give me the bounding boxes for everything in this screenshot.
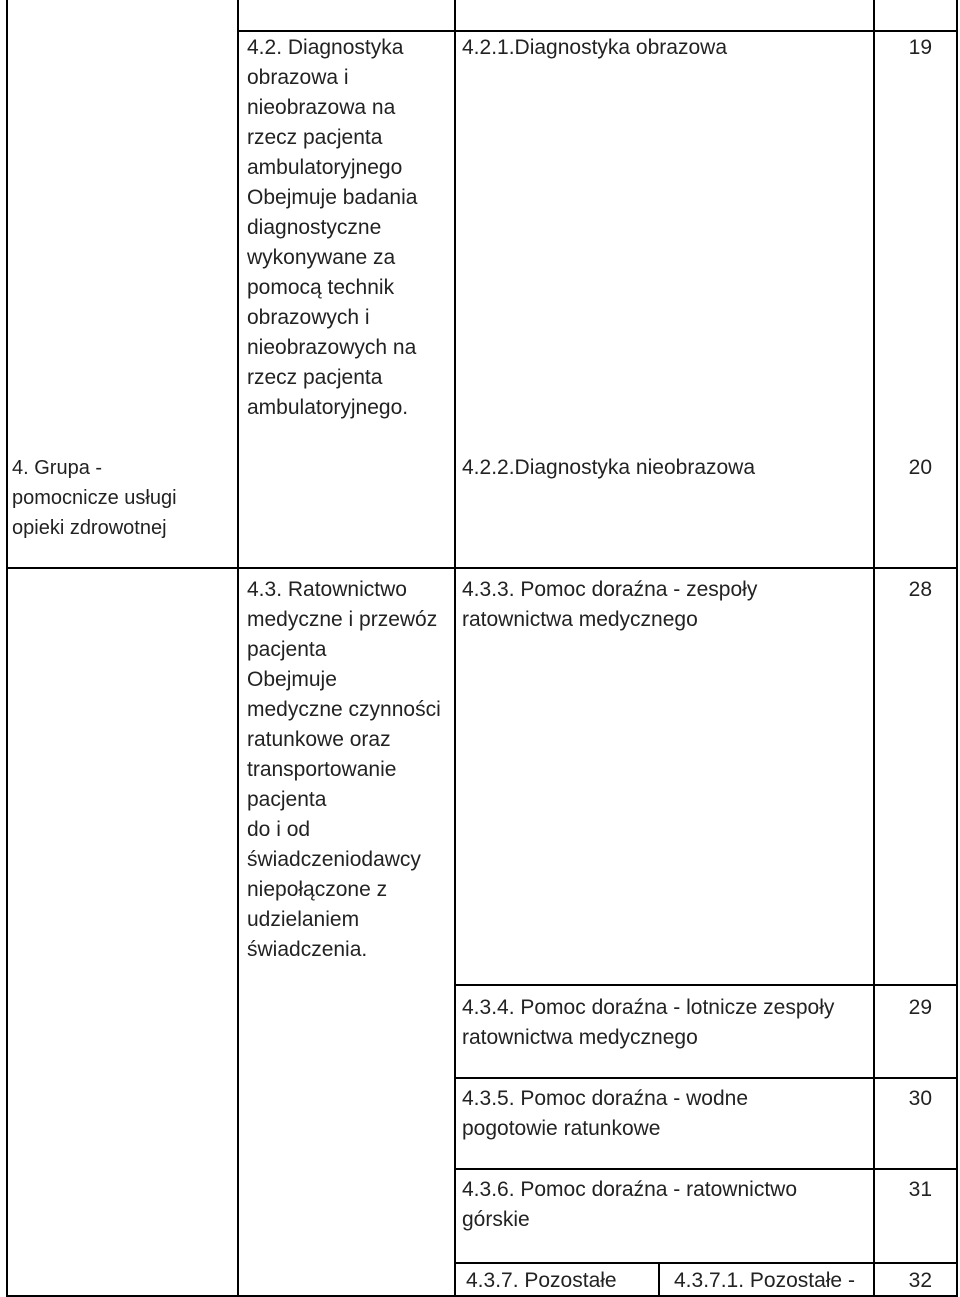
section-line: diagnostyczne bbox=[247, 216, 382, 239]
section-line: obrazowa i bbox=[247, 66, 349, 89]
group-line: 4. Grupa - bbox=[12, 457, 103, 479]
section-line: do i od bbox=[247, 818, 311, 841]
page-number-29: 29 bbox=[908, 996, 932, 1019]
page-number-19: 19 bbox=[908, 36, 932, 59]
column-divider-2 bbox=[454, 0, 456, 1297]
row-divider-4-3-6 bbox=[454, 1262, 958, 1264]
subsection-line: 4.3.7.1. Pozostałe - bbox=[674, 1269, 855, 1292]
row-divider-group-bottom bbox=[6, 567, 958, 569]
subsection-line: 4.3.7. Pozostałe bbox=[466, 1269, 617, 1292]
section-line: rzecz pacjenta bbox=[247, 366, 383, 389]
section-line: Obejmuje bbox=[247, 668, 337, 691]
section-line: nieobrazowych na bbox=[247, 336, 417, 359]
subsection-4-3-7 bbox=[466, 1266, 656, 1296]
subsection-4-3-7-1 bbox=[674, 1266, 870, 1296]
row-divider-top bbox=[237, 30, 958, 32]
group-line: pomocnicze usługi bbox=[12, 487, 177, 509]
group-line: opieki zdrowotnej bbox=[12, 517, 167, 539]
column-divider-1 bbox=[237, 0, 239, 1297]
table-border-left bbox=[6, 0, 8, 1297]
subsection-line: 4.2.1.Diagnostyka obrazowa bbox=[462, 36, 727, 59]
table-border-right bbox=[956, 0, 958, 1297]
section-4-3-description bbox=[247, 575, 452, 965]
group-label bbox=[12, 453, 234, 543]
section-line: wykonywane za bbox=[247, 246, 396, 269]
section-line: ambulatoryjnego bbox=[247, 156, 403, 179]
subsection-line: ratownictwa medycznego bbox=[462, 1026, 698, 1049]
subsection-line: 4.3.4. Pomoc doraźna - lotnicze zespoły bbox=[462, 996, 835, 1019]
subsection-4-3-5 bbox=[462, 1084, 870, 1144]
page-number-28: 28 bbox=[908, 578, 932, 601]
subsection-line: górskie bbox=[462, 1208, 530, 1231]
section-line: nieobrazowa na bbox=[247, 96, 396, 119]
section-line: medyczne czynności bbox=[247, 698, 441, 721]
section-line: pacjenta bbox=[247, 638, 327, 661]
row-divider-4-3-5 bbox=[454, 1168, 958, 1170]
section-line: 4.3. Ratownictwo bbox=[247, 578, 407, 601]
section-line: niepołączone z bbox=[247, 878, 388, 901]
row-divider-4-3-3 bbox=[454, 984, 958, 986]
subsection-line: 4.3.3. Pomoc doraźna - zespoły bbox=[462, 578, 758, 601]
section-4-2-description bbox=[247, 33, 452, 423]
section-line: 4.2. Diagnostyka bbox=[247, 36, 404, 59]
subsection-line: ratownictwa medycznego bbox=[462, 608, 698, 631]
page-number-30: 30 bbox=[908, 1087, 932, 1110]
subsection-4-2-2 bbox=[462, 453, 870, 483]
section-line: pacjenta bbox=[247, 788, 327, 811]
subsection-4-3-6 bbox=[462, 1175, 870, 1235]
subsection-4-2-1 bbox=[462, 33, 870, 63]
section-line: medyczne i przewóz bbox=[247, 608, 438, 631]
section-line: pomocą technik bbox=[247, 276, 395, 299]
section-line: świadczeniodawcy bbox=[247, 848, 421, 871]
subsection-line: 4.3.5. Pomoc doraźna - wodne bbox=[462, 1087, 749, 1110]
column-divider-3 bbox=[873, 0, 875, 1297]
subsection-line: pogotowie ratunkowe bbox=[462, 1117, 661, 1140]
section-line: ambulatoryjnego. bbox=[247, 396, 409, 419]
section-line: obrazowych i bbox=[247, 306, 370, 329]
page-number-20: 20 bbox=[908, 456, 932, 479]
section-line: świadczenia. bbox=[247, 938, 368, 961]
subsection-4-3-3 bbox=[462, 575, 870, 635]
subsection-line: 4.2.2.Diagnostyka nieobrazowa bbox=[462, 456, 756, 479]
section-line: Obejmuje badania bbox=[247, 186, 418, 209]
section-line: udzielaniem bbox=[247, 908, 360, 931]
page-number-32: 32 bbox=[908, 1269, 932, 1292]
section-line: transportowanie bbox=[247, 758, 397, 781]
subsection-4-3-4 bbox=[462, 993, 870, 1053]
page-number-31: 31 bbox=[908, 1178, 932, 1201]
subsection-line: 4.3.6. Pomoc doraźna - ratownictwo bbox=[462, 1178, 797, 1201]
row-divider-4-3-4 bbox=[454, 1077, 958, 1079]
section-line: ratunkowe oraz bbox=[247, 728, 391, 751]
column-divider-sub bbox=[658, 1264, 660, 1297]
section-line: rzecz pacjenta bbox=[247, 126, 383, 149]
